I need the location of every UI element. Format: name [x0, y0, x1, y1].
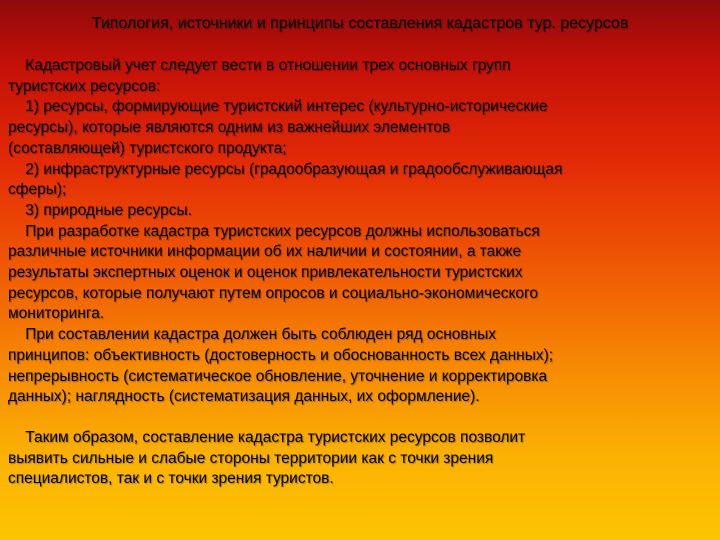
body-line: 2) инфраструктурные ресурсы (градообразующая и градообслуживающая	[8, 160, 563, 178]
paragraph-gap	[8, 408, 714, 428]
body-line: непрерывность (систематическое обновление, уточнение и корректировка	[8, 367, 548, 385]
body-line: туристских ресурсов:	[8, 77, 161, 95]
body-line: сферы);	[8, 181, 67, 199]
body-line: данных); наглядность (систематизация данных, их оформление).	[8, 388, 480, 406]
body-line: 1) ресурсы, формирующие туристский интерес (культурно-исторические	[8, 98, 548, 116]
body-line: (составляющей) туристского продукта;	[8, 139, 287, 157]
body-line: Кадастровый учет следует вести в отношении трех основных групп	[8, 57, 511, 74]
conclusion-line: Таким образом, составление кадастра туристских ресурсов позволит	[8, 428, 526, 446]
conclusion-line: специалистов, так и с точки зрения туристов.	[8, 470, 334, 488]
body-line: мониторинга.	[8, 305, 105, 323]
slide-body	[8, 56, 714, 490]
body-line: При составлении кадастра должен быть соблюден ряд основных	[8, 326, 497, 344]
conclusion-line: выявить сильные и слабые стороны территории как с точки зрения	[8, 449, 494, 467]
body-line: различные источники информации об их наличии и состоянии, а также	[8, 243, 522, 261]
body-line: принципов: объективность (достоверность и обоснованность всех данных);	[8, 346, 554, 364]
body-line: 3) природные ресурсы.	[8, 201, 192, 219]
body-line: При разработке кадастра туристских ресурсов должны использоваться	[8, 222, 540, 240]
body-line: результаты экспертных оценок и оценок привлекательности туристских	[8, 264, 523, 282]
body-line: ресурсы), которые являются одним из важнейших элементов	[8, 119, 451, 137]
slide-title: Типология, источники и принципы составления кадастров тур. ресурсов	[91, 15, 629, 32]
body-line: ресурсов, которые получают путем опросов и социально-экономического	[8, 284, 538, 302]
